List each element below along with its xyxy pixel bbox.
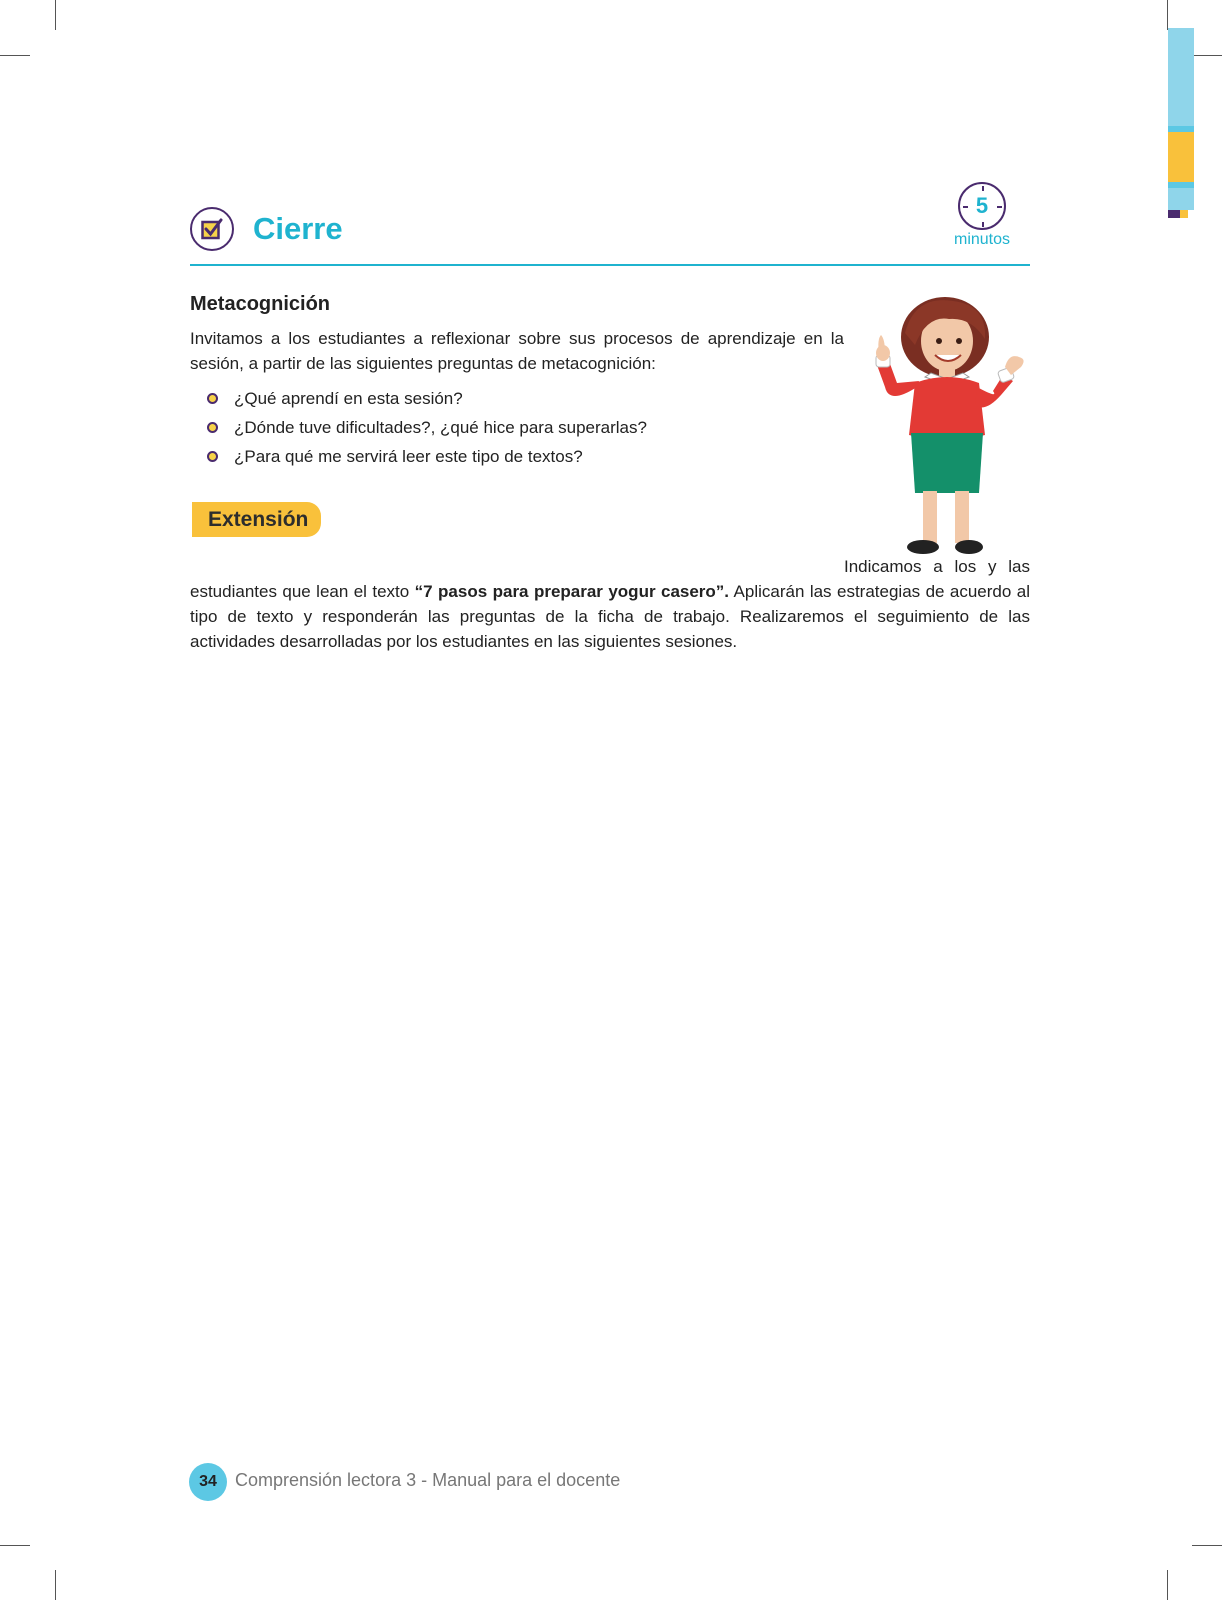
crop-mark [1192,55,1222,56]
header-rule [190,264,1030,266]
side-color-tab [1168,188,1194,210]
text-title: “7 pasos para preparar yogur casero”. [414,582,730,601]
question-item: ¿Para qué me servirá leer este tipo de textos? [207,444,647,473]
checklist-icon [190,207,234,251]
teacher-illustration [875,295,1035,575]
footer-title: Comprensión lectora 3 - Manual para el docente [235,1470,621,1490]
side-color-tab [1168,28,1194,126]
crop-mark [1192,1545,1222,1546]
extension-badge: Extensión [192,502,321,537]
bullet-icon [207,451,218,462]
bullet-icon [207,422,218,433]
crop-mark [1167,0,1168,30]
duration-unit: minutos [953,231,1011,248]
crop-mark [55,1570,56,1600]
duration-value: 5 [975,193,989,218]
crop-mark [1167,1570,1168,1600]
clock-icon [958,182,1006,230]
section-header [190,193,1030,262]
crop-mark [0,1545,30,1546]
side-color-tab [1180,210,1188,218]
duration-timer [942,182,1022,249]
metacognition-heading: Metacognición [190,293,331,315]
question-item: ¿Dónde tuve dificultades?, ¿qué hice para superarlas? [207,415,647,444]
side-color-tab [1168,132,1194,182]
crop-mark [0,55,30,56]
crop-mark [55,0,56,30]
question-item: ¿Qué aprendí en esta sesión? [207,386,647,415]
page-number: 34 [189,1463,227,1501]
section-title: Cierre [253,211,343,246]
side-color-tab [1168,210,1180,218]
question-list [207,386,647,473]
bullet-icon [207,393,218,404]
extension-paragraph: Indicamos a los y las estudiantes que lean el texto “7 pasos para preparar yogur casero”. Aplicarán las estrategias de acuerdo al tipo de texto y responderán las preguntas de la ficha de trabajo. Realizaremos el seguimiento de las actividades desarrolladas por los estudiantes en las siguientes sesiones. [190,557,1030,651]
metacognition-intro: Invitamos a los estudiantes a reflexionar sobre sus procesos de aprendizaje en la sesión, a partir de las siguientes preguntas de metacognición: [190,329,844,373]
